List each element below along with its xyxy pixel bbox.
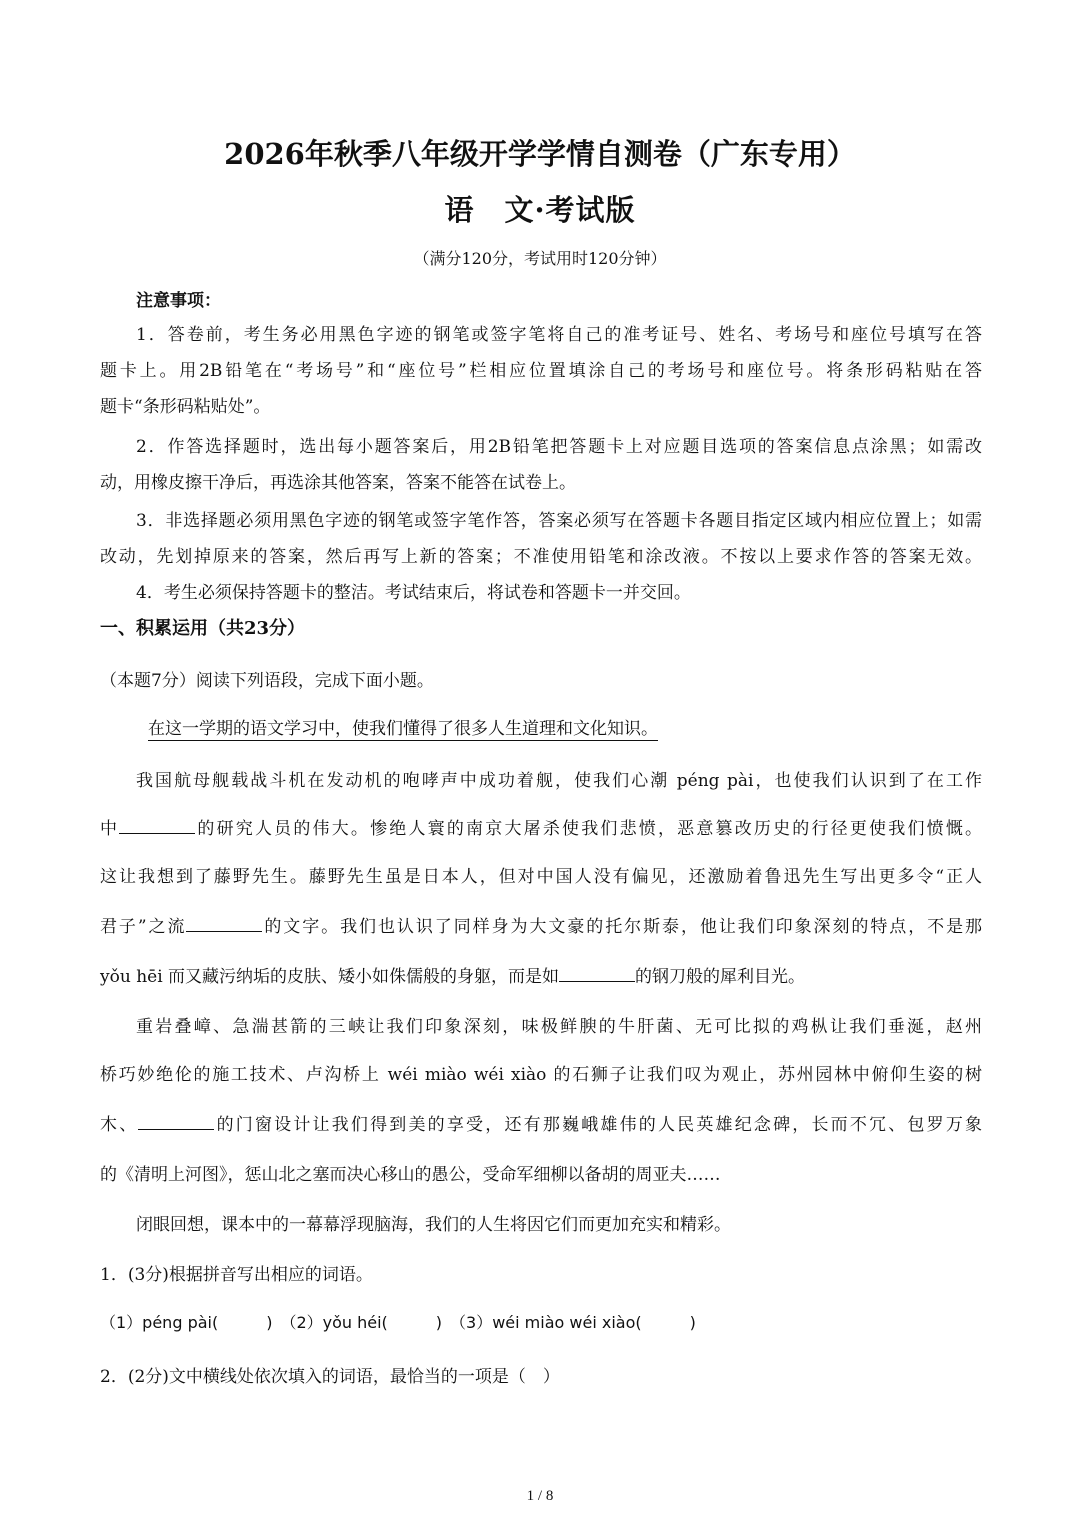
passage-line: yǒu hēi 而又藏污纳垢的皮肤、矮小如侏儒般的身躯，而是如 的钢刀般的犀利目光。 <box>100 967 806 987</box>
notice-line: 1．答卷前，考生务必用黑色字迹的钢笔或签字笔将自己的准考证号、姓名、考场号和座位号填写在答 <box>136 325 982 345</box>
passage-line: 的《清明上河图》，惩山北之塞而决心移山的愚公，受命军细柳以备胡的周亚夫…… <box>100 1165 721 1185</box>
reading-intro: （本题7分）阅读下列语段，完成下面小题。 <box>100 671 434 691</box>
fill-blank <box>119 832 195 834</box>
passage-line: 君子”之流 的文字。我们也认识了同样身为大文豪的托尔斯泰，他让我们印象深刻的特点，不是那 <box>100 917 983 937</box>
fill-blank <box>138 1128 214 1130</box>
page-title: 2026年秋季八年级开学学情自测卷（广东专用） <box>224 137 856 171</box>
page-subtitle: 语 文·考试版 <box>444 193 636 227</box>
passage-line: 中 的研究人员的伟大。惨绝人寰的南京大屠杀使我们悲愤，恶意篡改历史的行径更使我们愤慨。 <box>100 819 983 839</box>
notice-heading: 注意事项： <box>136 291 221 311</box>
fill-blank <box>559 980 635 982</box>
section-heading: 一、积累运用（共23分） <box>100 618 306 639</box>
passage-line: 这让我想到了藤野先生。藤野先生虽是日本人，但对中国人没有偏见，还激励着鲁迅先生写出更多令“正人 <box>100 867 982 887</box>
question-2: 2．(2分)文中横线处依次填入的词语，最恰当的一项是（ ） <box>100 1367 560 1387</box>
passage-line: 重岩叠嶂、急湍甚箭的三峡让我们印象深刻，味极鲜腴的牛肝菌、无可比拟的鸡枞让我们垂涎，赵州 <box>136 1017 982 1037</box>
question-1-items: （1）péng pài( ) （2）yǒu héi( ) （3）wéi miào wéi xiào( ) <box>100 1313 696 1332</box>
fill-blank <box>186 930 262 932</box>
passage-line: 闭眼回想，课本中的一幕幕浮现脑海，我们的人生将因它们而更加充实和精彩。 <box>136 1215 731 1235</box>
page-number: 1 / 8 <box>526 1488 554 1504</box>
notice-line: 2．作答选择题时，选出每小题答案后，用2B铅笔把答题卡上对应题目选项的答案信息点涂黑；如需改 <box>136 437 982 457</box>
notice-line: 3．非选择题必须用黑色字迹的钢笔或签字笔作答，答案必须写在答题卡各题目指定区域内相应位置上；如需 <box>136 511 982 531</box>
question-1: 1．(3分)根据拼音写出相应的词语。 <box>100 1265 373 1285</box>
exam-meta: （满分120分，考试用时120分钟） <box>413 249 667 268</box>
passage-line: 木、 的门窗设计让我们得到美的享受，还有那巍峨雄伟的人民英雄纪念碑，长而不冗、包罗万象 <box>100 1115 983 1135</box>
passage-line: 我国航母舰载战斗机在发动机的咆哮声中成功着舰，使我们心潮 péng pài，也使我们认识到了在工作 <box>136 771 982 791</box>
notice-line: 题卡上。用2B铅笔在“考场号”和“座位号”栏相应位置填涂自己的考场号和座位号。将条形码粘贴在答 <box>100 361 982 381</box>
passage-line: 桥巧妙绝伦的施工技术、卢沟桥上 wéi miào wéi xiào 的石狮子让我们叹为观止，苏州园林中俯仰生姿的树 <box>100 1065 982 1085</box>
notice-line: 改动，先划掉原来的答案，然后再写上新的答案；不准使用铅笔和涂改液。不按以上要求作答的答案无效。 <box>100 547 982 567</box>
notice-line: 4．考生必须保持答题卡的整洁。考试结束后，将试卷和答题卡一并交回。 <box>136 583 691 603</box>
underlined-sentence: 在这一学期的语文学习中，使我们懂得了很多人生道理和文化知识。 <box>148 719 658 739</box>
notice-line: 动，用橡皮擦干净后，再选涂其他答案，答案不能答在试卷上。 <box>100 473 576 493</box>
notice-line: 题卡“条形码粘贴处”。 <box>100 397 271 417</box>
